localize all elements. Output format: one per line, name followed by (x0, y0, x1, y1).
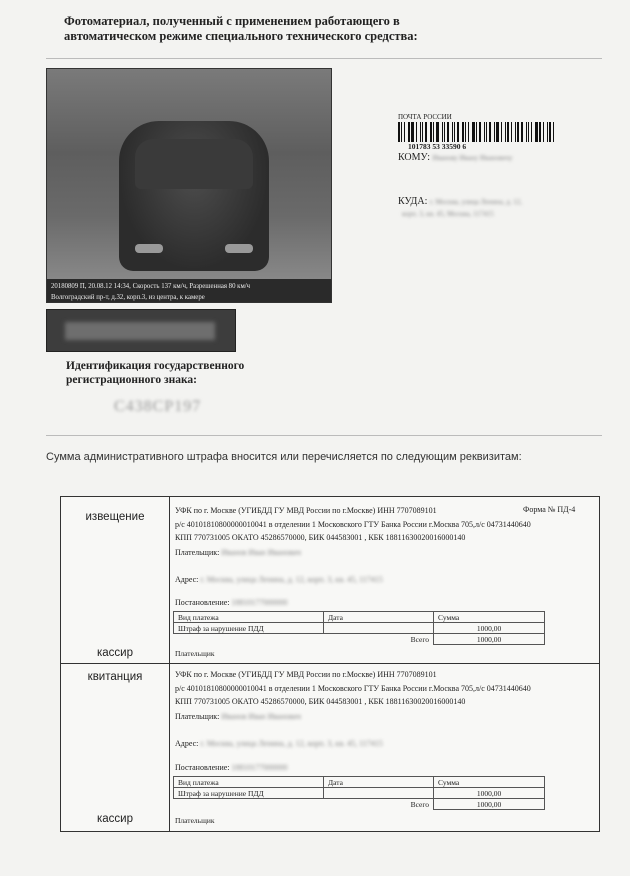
receipt-label: квитанция (87, 671, 143, 683)
photo-caption (47, 279, 332, 303)
barcode-stripe (465, 122, 466, 142)
total-value: 1000,00 (434, 634, 545, 645)
table-header-row (174, 777, 545, 788)
notice-decree-label: Постановление: (175, 598, 230, 607)
table-cell: 1000,00 (434, 788, 545, 799)
barcode-stripe (521, 122, 523, 142)
barcode-stripe (531, 122, 532, 142)
mail-block (398, 113, 588, 220)
plate-crop-image (46, 309, 236, 352)
table-total-row (174, 634, 545, 645)
notice-address-value: г. Москва, улица Ленина, д. 12, корп. 3, кв. 45, 117415 (200, 575, 383, 584)
middle-divider (46, 435, 602, 436)
where-value-1: г. Москва, улица Ленина, д. 12, (429, 198, 523, 206)
barcode-stripe (454, 122, 455, 142)
tracking-number: 101783 53 33590 6 (408, 142, 467, 151)
where-value-2: корп. 3, кв. 45, Москва, 117415 (402, 210, 494, 218)
notice-requisites-1: УФК по г. Москве (УГИБДД ГУ МВД России по г.Москве) ИНН 7707089101 (175, 506, 437, 515)
barcode-stripe (457, 122, 459, 142)
barcode-stripe (476, 122, 477, 142)
barcode-stripe (494, 122, 495, 142)
table-cell: Штраф за нарушение ПДД (174, 623, 324, 634)
table-cell (324, 788, 434, 799)
to-label: КОМУ: (398, 152, 431, 163)
plate-crop-blur (65, 322, 215, 340)
barcode-stripe (416, 122, 417, 142)
notice-cashier: кассир (97, 647, 133, 659)
fine-payment-heading: Сумма административного штрафа вносится или перечисляется по следующим реквизитам: (46, 451, 522, 463)
total-label: Всего (410, 634, 429, 644)
table-header: Сумма (434, 612, 545, 623)
notice-requisites-2: р/с 40101810800000010041 в отделении 1 Московского ГТУ Банка России г.Москва 705,л/с 04731440640 (175, 520, 531, 529)
table-header: Вид платежа (174, 777, 324, 788)
barcode-stripe (526, 122, 527, 142)
photo-scene (47, 69, 332, 279)
barcode-stripe (501, 122, 502, 142)
barcode-stripe (535, 122, 538, 142)
barcode-stripe (515, 122, 516, 142)
barcode-stripe (398, 122, 400, 142)
barcode-stripe (404, 122, 405, 142)
car-windshield (135, 139, 253, 189)
form-horizontal-divider (61, 663, 599, 664)
barcode-stripe (496, 122, 499, 142)
table-row (174, 623, 545, 634)
receipt-payer-label: Плательщик: (175, 712, 220, 721)
receipt-address (175, 738, 593, 750)
barcode-stripe (479, 122, 481, 142)
table-header: Дата (324, 777, 434, 788)
notice-address-label: Адрес: (175, 575, 199, 584)
receipt-payer-value: Иванов Иван Иванович (221, 712, 302, 721)
table-header: Дата (324, 612, 434, 623)
receipt-address-value: г. Москва, улица Ленина, д. 12, корп. 3, кв. 45, 117415 (200, 739, 383, 748)
receipt-requisites-3: КПП 770731005 ОКАТО 45286570000, БИК 044583001 , КБК 18811630020016000140 (175, 697, 466, 706)
barcode-stripe (547, 122, 548, 142)
notice-label: извещение (85, 511, 145, 523)
notice-payment-table (173, 611, 545, 645)
table-header-row (174, 612, 545, 623)
barcode-stripe (436, 122, 439, 142)
barcode-stripe (401, 122, 402, 142)
barcode-stripe (425, 122, 427, 142)
barcode-stripe (539, 122, 541, 142)
barcode-stripe (447, 122, 449, 142)
notice-payer-sign: Плательщик (175, 649, 215, 658)
receipt-payer-sign: Плательщик (175, 816, 215, 825)
barcode-stripe (468, 122, 469, 142)
table-cell: Штраф за нарушение ПДД (174, 788, 324, 799)
payment-form (60, 496, 600, 832)
receipt-decree (175, 762, 593, 774)
barcode-stripe (442, 122, 443, 142)
address-row (398, 196, 588, 208)
barcode-stripe (411, 122, 414, 142)
document-title: Фотоматериал, полученный с применением работающего в автоматическом режиме специального технического средства: (64, 14, 418, 43)
barcode-stripe (553, 122, 554, 142)
barcode-stripe (430, 122, 432, 142)
camera-photo (46, 68, 332, 303)
barcode-stripe (462, 122, 464, 142)
barcode-stripe (543, 122, 544, 142)
barcode-stripe (444, 122, 445, 142)
form-number: Форма № ПД-4 (523, 505, 576, 514)
barcode-stripe (452, 122, 453, 142)
barcode (398, 122, 588, 142)
photo-caption-line2: Волгоградский пр-т, д.32, корп.3, из центра, к камере (51, 294, 205, 301)
receipt-payment-table (173, 776, 545, 810)
barcode-stripe (484, 122, 485, 142)
table-cell (324, 623, 434, 634)
car-headlight-left (135, 244, 163, 253)
barcode-stripe (549, 122, 551, 142)
notice-payer (175, 547, 593, 559)
notice-payer-value: Иванов Иван Иванович (221, 548, 302, 557)
barcode-stripe (472, 122, 475, 142)
photo-caption-line1: 20180809 П, 20.08.12 14:34, Скорость 137 км/ч, Разрешенная 80 км/ч (51, 283, 251, 290)
barcode-stripe (528, 122, 529, 142)
table-header: Вид платежа (174, 612, 324, 623)
notice-payer-label: Плательщик: (175, 548, 220, 557)
barcode-stripe (486, 122, 487, 142)
table-cell: 1000,00 (434, 623, 545, 634)
barcode-stripe (507, 122, 509, 142)
recipient-row (398, 152, 588, 164)
receipt-payer (175, 711, 593, 723)
receipt-address-label: Адрес: (175, 739, 199, 748)
barcode-stripe (422, 122, 423, 142)
notice-decree-value: 18810177000000 (231, 598, 288, 607)
notice-requisites-3: КПП 770731005 ОКАТО 45286570000, БИК 044583001 , КБК 18811630020016000140 (175, 533, 466, 542)
receipt-cashier: кассир (97, 813, 133, 825)
notice-decree (175, 597, 593, 609)
total-value: 1000,00 (434, 799, 545, 810)
total-label: Всего (410, 799, 429, 809)
receipt-requisites-1: УФК по г. Москве (УГИБДД ГУ МВД России по г.Москве) ИНН 7707089101 (175, 670, 437, 679)
receipt-requisites-2: р/с 40101810800000010041 в отделении 1 Московского ГТУ Банка России г.Москва 705,л/с 04731440640 (175, 684, 531, 693)
header-divider (46, 58, 602, 59)
barcode-stripe (511, 122, 512, 142)
form-vertical-divider (169, 497, 170, 831)
barcode-stripe (505, 122, 506, 142)
notice-address (175, 574, 593, 586)
plate-number: С438СР197 (114, 398, 202, 415)
where-label: КУДА: (398, 196, 428, 207)
receipt-decree-value: 18810177000000 (231, 763, 288, 772)
barcode-stripe (433, 122, 434, 142)
table-header: Сумма (434, 777, 545, 788)
receipt-decree-label: Постановление: (175, 763, 230, 772)
to-value: Иванову Ивану Ивановичу (432, 154, 513, 162)
plate-ident-label: Идентификация государственного регистрационного знака: (66, 360, 245, 386)
post-label: ПОЧТА РОССИИ (398, 113, 452, 121)
barcode-stripe (408, 122, 410, 142)
barcode-stripe (517, 122, 519, 142)
table-total-row (174, 799, 545, 810)
barcode-stripe (489, 122, 491, 142)
car-headlight-right (225, 244, 253, 253)
table-row (174, 788, 545, 799)
barcode-stripe (420, 122, 421, 142)
